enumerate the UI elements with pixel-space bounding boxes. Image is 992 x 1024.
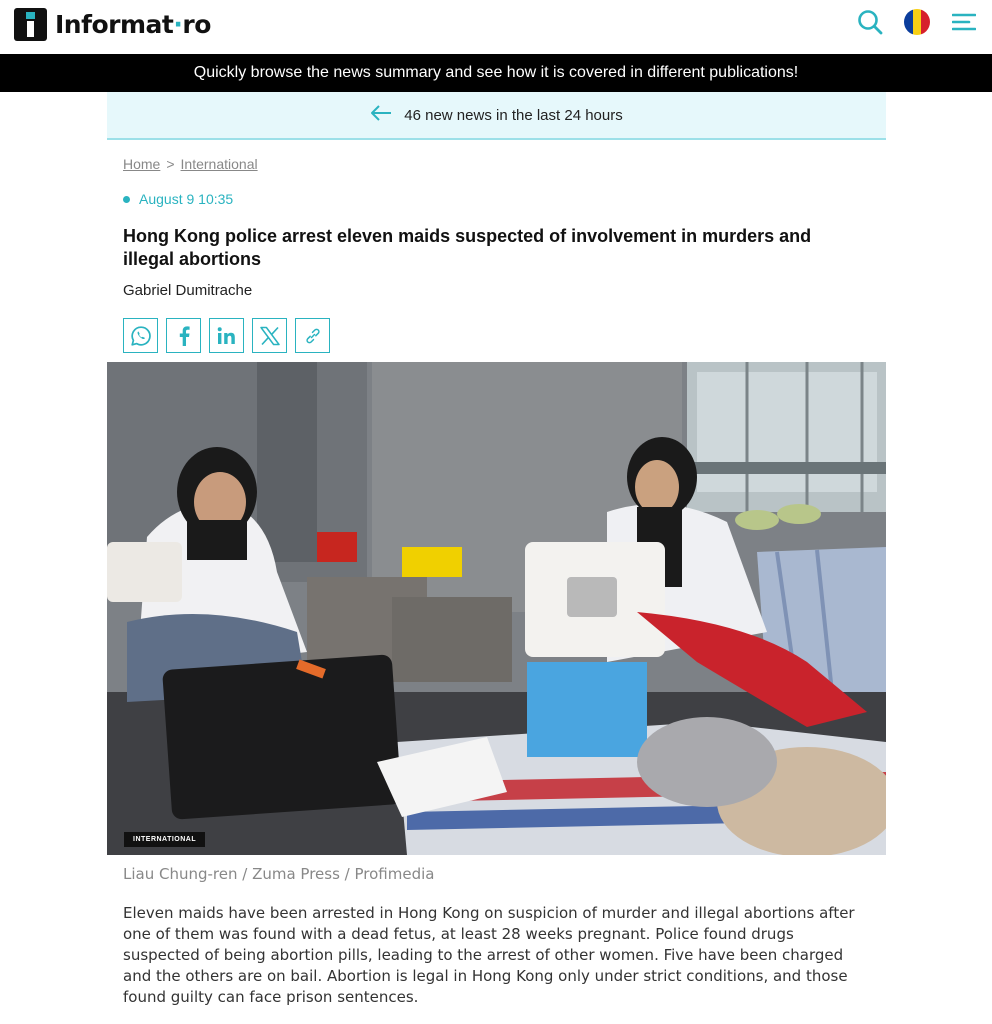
link-icon[interactable] — [295, 318, 330, 353]
photo-illustration — [107, 362, 886, 855]
banner-text: Quickly browse the news summary and see how it is covered in different publications! — [193, 64, 799, 81]
new-news-count-text: 46 new news in the last 24 hours — [404, 106, 623, 124]
article-date: August 9 10:35 — [139, 191, 234, 207]
logo-i-icon — [14, 8, 47, 41]
arrow-left-icon — [370, 105, 392, 125]
article-title: Hong Kong police arrest eleven maids suspected of involvement in murders and illegal abortions — [123, 226, 812, 269]
date-bullet-icon — [123, 196, 130, 203]
share-buttons — [123, 318, 330, 353]
x-icon[interactable] — [252, 318, 287, 353]
photo-credit: Liau Chung-ren / Zuma Press / Profimedia — [123, 865, 435, 883]
breadcrumb-separator: > — [166, 156, 175, 172]
logo-text: Informat·ro — [55, 9, 211, 39]
romania-flag-icon[interactable] — [904, 9, 930, 35]
article-dateline — [123, 191, 233, 207]
breadcrumb — [123, 156, 258, 172]
article-photo[interactable] — [107, 362, 886, 855]
whatsapp-icon[interactable] — [123, 318, 158, 353]
site-logo[interactable] — [14, 6, 211, 42]
promo-banner — [0, 54, 992, 92]
breadcrumb-home-link[interactable]: Home — [123, 156, 161, 172]
article-author[interactable]: Gabriel Dumitrache — [123, 282, 253, 299]
facebook-icon[interactable] — [166, 318, 201, 353]
site-header — [0, 0, 992, 54]
header-actions — [856, 8, 978, 36]
search-icon[interactable] — [856, 8, 884, 36]
breadcrumb-section-link[interactable]: International — [180, 156, 258, 172]
menu-icon[interactable] — [950, 8, 978, 36]
linkedin-icon[interactable] — [209, 318, 244, 353]
new-news-bar[interactable] — [107, 92, 886, 140]
photo-section-tag: INTERNATIONAL — [124, 832, 205, 847]
article-lead-paragraph: Eleven maids have been arrested in Hong Kong on suspicion of murder and illegal abortions after one of them was found with a dead fetus, at least 28 weeks pregnant. Police found drugs suspected of being abortion pills, leading to the arrest of other women. Five have been charged and the others are on bail. Abortion is legal in Hong Kong only under strict conditions, and those found guilty can face prison sentences. — [123, 904, 855, 1006]
